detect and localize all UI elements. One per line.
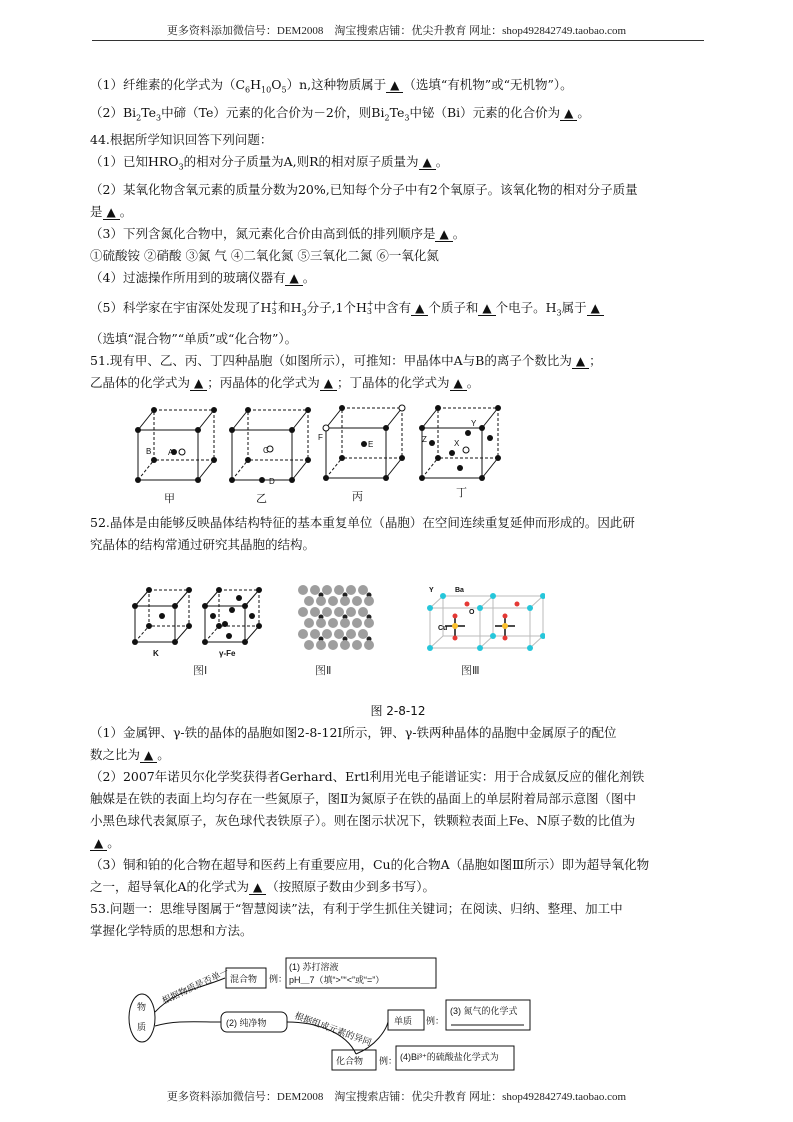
mm-branch2: 根据组成元素的异同 [293, 1010, 373, 1048]
fe-atom [322, 585, 332, 595]
mm-branch1: 根据物质是否单一 [160, 966, 231, 1006]
answer-blank[interactable]: ▲ [411, 301, 428, 316]
label-d: D [269, 477, 275, 486]
fe-atom [340, 618, 350, 628]
mm-pure: (2) 纯净物 [226, 1018, 267, 1028]
q44-line5: （5）科学家在宇宙深处发现了H + 3 和$H_3$分子,1个H + 3 中含有 ▲ 个质子和 ▲ 个电子。$H_3$属于 ▲ [90, 297, 706, 325]
figure-caption: 图 2-8-12 [370, 704, 426, 718]
fe-atom [316, 618, 326, 628]
fe-atom [304, 596, 314, 606]
mm-root-1: 物 [137, 1002, 147, 1012]
mm-elembox: (3) 氮气的化学式 [450, 1006, 518, 1016]
answer-blank[interactable]: ▲ [285, 271, 302, 286]
fe-atom [316, 640, 326, 650]
answer-blank[interactable]: ▲ [587, 301, 604, 316]
mm-mix: 混合物 [230, 974, 258, 984]
label-a: A [168, 448, 174, 457]
fig2-caption: 图Ⅱ [315, 665, 332, 677]
fe-atom [358, 629, 368, 639]
fe-atom [334, 607, 344, 617]
mm-elem: 单质 [394, 1016, 413, 1026]
fe-atom [364, 596, 374, 606]
q43-block [90, 74, 706, 394]
q51-figures [128, 398, 528, 506]
label-f: F [318, 433, 323, 442]
q44-line6: （选填“混合物”“单质”或“化合物”）。 [90, 331, 298, 346]
label-y-fig3: Y [429, 587, 434, 594]
answer-blank[interactable]: ▲ [478, 301, 495, 316]
mm-root-2: 质 [137, 1022, 147, 1032]
fe-atom [322, 607, 332, 617]
q43-line1: （1）纤维素的化学式为$(C_6H_{10}O_5)n$,这种物质属于 ▲ （选填“有机物”或“无机物”）。 [90, 77, 573, 95]
answer-blank[interactable]: ▲ [320, 376, 337, 391]
mm-eg-3: 例： [379, 1056, 398, 1066]
fe-atom [340, 596, 350, 606]
label-y: Y [471, 419, 477, 428]
fig1-caption: 图Ⅰ [193, 665, 208, 677]
label-o: O [469, 609, 475, 616]
fe-atom [334, 629, 344, 639]
answer-blank[interactable]: ▲ [140, 748, 157, 763]
fe-atom [340, 640, 350, 650]
label-c: C [263, 446, 269, 455]
label-k: K [153, 649, 159, 658]
fig-label-ding: 丁 [456, 487, 467, 499]
label-cu: Cu [438, 625, 448, 632]
fe-atom [298, 607, 308, 617]
q44-line3: （3）下列含氮化合物中，氮元素化合价由高到低的排列顺序是 ▲ 。 [90, 225, 466, 241]
answer-blank[interactable]: ▲ [419, 155, 436, 170]
q51-line2: 乙晶体的化学式为 ▲ ；丙晶体的化学式为 ▲ ；丁晶体的化学式为 ▲ 。 [90, 375, 480, 390]
fe-atom [298, 585, 308, 595]
mm-mixbox-1: (1) 苏打溶液 [289, 962, 339, 972]
answer-blank[interactable]: ▲ [249, 880, 266, 895]
label-ba: Ba [455, 587, 464, 594]
q52-body: 图 2-8-12 （1）金属钾、γ-铁的晶体的晶胞如图2-8-12Ⅰ所示，钾、γ-铁两种晶体的晶胞中金属原子的配位 数之比为 ▲ 。 （2）2007年诺贝尔化学奖获得者Gerhard、Ertl利用光电子能谱证实：用于合成氨反应的催化剂铁 触媒是在铁的表面上均匀存在一些氮原子，图Ⅱ为氮原子在铁的晶面上的单层附着局部示意图（图中 小黑色球代表氮原子，灰色球代表铁原子）。则在图示状况下，铁颗粒表面上Fe、N原子数的比值为 ▲ 。 （3）铜和铂的化合物在超导和医药上有重要应用，Cu的化合物A（晶胞如图Ⅲ所示）即为超导氧化物 之一，超导氧化A的化学式为 ▲ （按照原子数由少到多书写）。 53.问题一：思维导图属于“智慧阅读”法，有利于学生抓住关键词；在阅读、归纳、整理、加工中 掌握化学特质的思想和方法。 [90, 700, 706, 942]
q53-mindmap [126, 950, 546, 1080]
fig-label-jia: 甲 [164, 493, 175, 505]
answer-blank[interactable]: ▲ [90, 836, 107, 851]
answer-blank[interactable]: ▲ [572, 354, 589, 369]
fe-atom [328, 640, 338, 650]
mm-eg-1: 例： [269, 974, 288, 984]
fe-atom [316, 596, 326, 606]
fig3-caption: 图Ⅲ [461, 665, 480, 677]
fe-atom [304, 618, 314, 628]
answer-blank[interactable]: ▲ [560, 106, 577, 121]
fig-label-yi: 乙 [256, 493, 267, 505]
answer-blank[interactable]: ▲ [103, 205, 120, 220]
q52-figures [125, 578, 545, 678]
answer-blank[interactable]: ▲ [435, 227, 452, 242]
fe-atom [346, 629, 356, 639]
q44-line3-items: ①硫酸铵 ②硝酸 ③氮 气 ④二氧化氮 ⑤三氧化二氮 ⑥一氧化氮 [90, 247, 439, 263]
q51-line1: 51.现有甲、乙、丙、丁四种晶胞（如图所示），可推知：甲晶体中A与B的离子个数比为 ▲ ； [90, 353, 602, 368]
header-rule [92, 40, 704, 41]
q43-line2: $(2)Bi_2Te_3$中碲（Te）元素的化合价为－2价，则$Bi_2Te_3$中铋（Bi）元素的化合价为 ▲ 。 [90, 104, 590, 122]
q44-title: 44.根据所学知识回答下列问题： [90, 132, 273, 147]
label-x: X [454, 439, 460, 448]
fe-atom [352, 618, 362, 628]
label-b: B [146, 447, 152, 456]
page-header: 更多资料添加微信号：DEM2008 淘宝搜索店铺：优尖升教育 网址：shop492842749.taobao.com [166, 25, 627, 37]
mm-compbox: (4)Bi³⁺的硫酸盐化学式为 [400, 1052, 499, 1062]
answer-blank[interactable]: ▲ [190, 376, 207, 391]
label-e: E [368, 440, 374, 449]
fe-atom [310, 607, 320, 617]
fe-atom [358, 607, 368, 617]
mm-mixbox-2: pH＿7（填“>”“<”或“=”） [289, 975, 385, 985]
answer-blank[interactable]: ▲ [450, 376, 467, 391]
label-z: Z [422, 435, 427, 444]
q52-intro: 52.晶体是由能够反映晶体结构特征的基本重复单位（晶胞）在空间连续重复延伸而形成的。因此研 究晶体的结构常通过研究其晶胞的结构。 [90, 515, 635, 552]
q44-line1: （1）已知$HRO_3$的相对分子质量为A,则R的相对原子质量为 ▲ 。 [90, 154, 449, 172]
fe-atom [358, 585, 368, 595]
fe-atom [310, 585, 320, 595]
q44-line2: （2）某氧化物含氧元素的质量分数为20%,已知每个分子中有2个氧原子。该氧化物的相对分子质量 [90, 181, 638, 197]
mm-eg-2: 例： [426, 1016, 445, 1026]
fe-atom [334, 585, 344, 595]
fe-atom [304, 640, 314, 650]
fe-atom [328, 618, 338, 628]
fe-atom [364, 618, 374, 628]
fe-atom [364, 640, 374, 650]
fe-atom [322, 629, 332, 639]
q44-line2b: 是 ▲ 。 [90, 203, 133, 219]
fe-atom [346, 585, 356, 595]
q44-line4: （4）过滤操作所用到的玻璃仪器有 ▲ 。 [90, 269, 316, 285]
fe-atom [328, 596, 338, 606]
label-gamma-fe: γ-Fe [219, 649, 236, 658]
mm-comp: 化合物 [336, 1056, 364, 1066]
page-footer: 更多资料添加微信号：DEM2008 淘宝搜索店铺：优尖升教育 网址：shop492842749.taobao.com [166, 1091, 627, 1103]
fig-label-bing: 丙 [352, 491, 363, 503]
answer-blank[interactable]: ▲ [386, 78, 403, 93]
fe-atom [298, 629, 308, 639]
fe-atom [310, 629, 320, 639]
fe-atom [346, 607, 356, 617]
fig2-grid [298, 585, 374, 650]
fe-atom [352, 596, 362, 606]
fe-atom [352, 640, 362, 650]
